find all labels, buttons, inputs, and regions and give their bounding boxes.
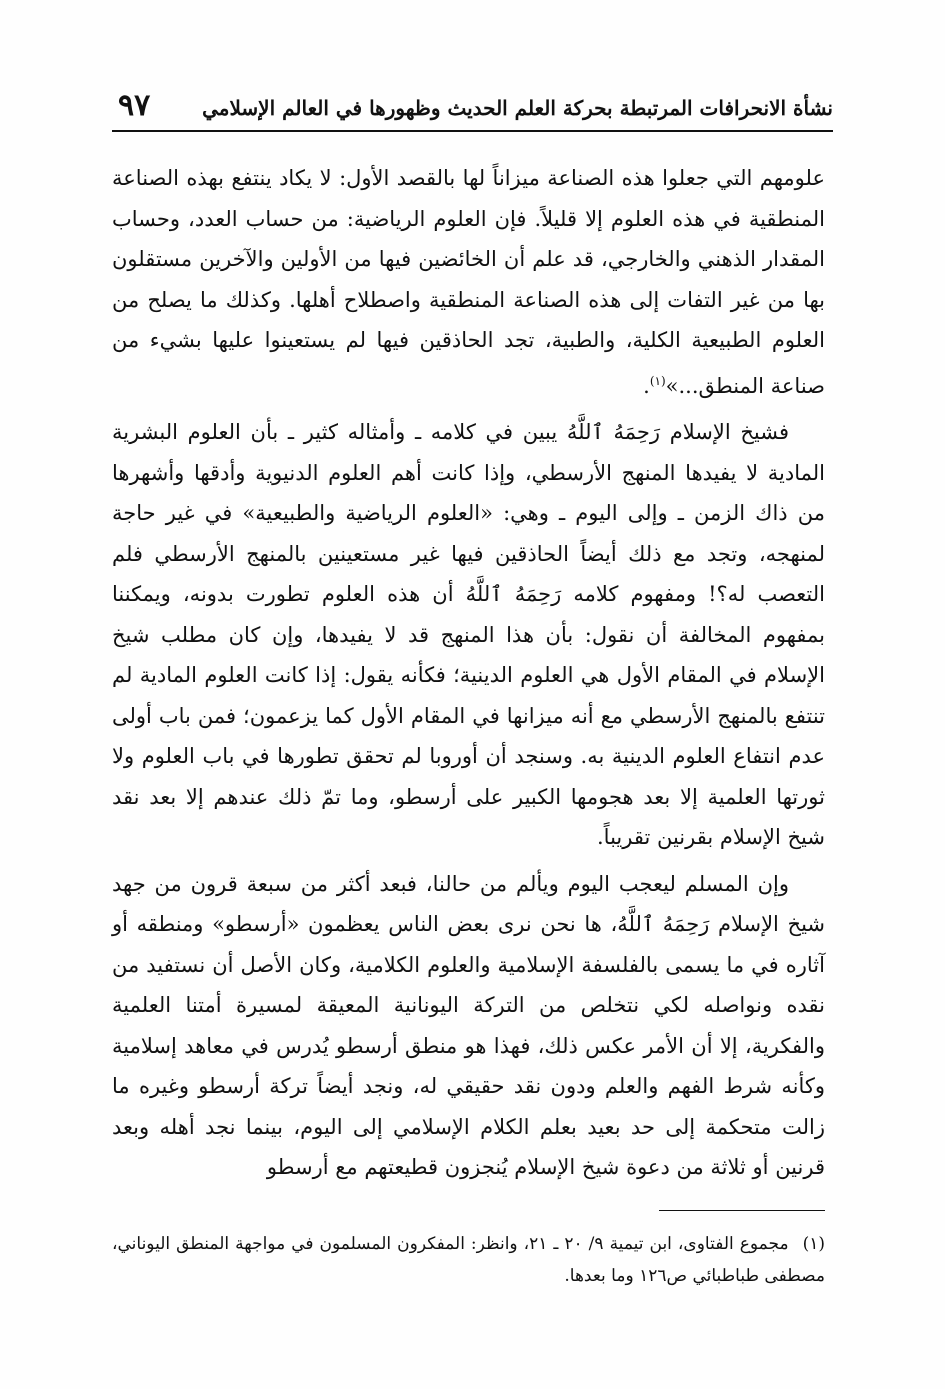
footnotes <box>112 1228 825 1292</box>
footnote-1 <box>112 1228 825 1292</box>
main-text <box>112 158 825 1194</box>
paragraph-2: فشيخ الإسلام رَحِمَهُ ٱللَّهُ يبين في كلامه ـ وأمثاله كثير ـ بأن العلوم البشرية المادية لا يفيدها المنهج الأرسطي، وإذا كانت أهم العلوم الدنيوية وأدقها وأشهرها من ذاك الزمن ـ وإلى اليوم ـ وهي: «العلوم الرياضية والطبيعية» في غير حاجة لمنهجه، وتجد مع ذلك أيضاً الحاذقين فيها غير مستعينين بالمنهج الأرسطي فلم التعصب له؟! ومفهوم كلامه رَحِمَهُ ٱللَّهُ أن هذه العلوم تطورت بدونه، ويمكننا بمفهوم المخالفة أن نقول: بأن هذا المنهج قد لا يفيدها، وإن كان مطلب شيخ الإسلام في المقام الأول هي العلوم الدينية؛ فكأنه يقول: إذا كانت العلوم المادية لم تنتفع بالمنهج الأرسطي مع أنه ميزانها في المقام الأول كما يزعمون؛ فمن باب أولى عدم انتفاع العلوم الدينية به. وسنجد أن أوروبا لم تحقق تطورها في باب العلوم ولا ثورتها العلمية إلا بعد هجومها الكبير على أرسطو، وما تمّ ذلك عندهم إلا بعد نقد شيخ الإسلام بقرنين تقريباً. <box>112 420 825 849</box>
footnote-number: (١) <box>802 1234 826 1254</box>
page-header <box>112 86 833 132</box>
footnote-marker: (١) <box>649 373 666 388</box>
paragraph-1-text: علومهم التي جعلوا هذه الصناعة ميزاناً لها بالقصد الأول: لا يكاد ينتفع بهذه الصناعة المنطقية في هذه العلوم إلا قليلاً. فإن العلوم الرياضية: من حساب العدد، وحساب المقدار الذهني والخارجي، قد علم أن الخائضين فيها من الأولين والآخرين مستقلون بها من غير التفات إلى هذه الصناعة المنطقية واصطلاح أهلها. وكذلك ما يصلح من العلوم الطبيعية الكلية، والطبية، تجد الحاذقين فيها لم يستعينوا عليها بشيء من صناعة المنطق...» <box>112 166 825 398</box>
paragraph-3: وإن المسلم ليعجب اليوم ويألم من حالنا، فبعد أكثر من سبعة قرون من جهد شيخ الإسلام رَحِمَهُ ٱللَّهُ، ها نحن نرى بعض الناس يعظمون «أرسطو» ومنطقه أو آثاره في ما يسمى بالفلسفة الإسلامية والعلوم الكلامية، وكان الأصل أن نستفيد من نقده ونواصله لكي نتخلص من التركة اليونانية المعيقة لمسيرة أمتنا العلمية والفكرية، إلا أن الأمر عكس ذلك، فهذا هو منطق أرسطو يُدرس في معاهد إسلامية وكأنه شرط الفهم والعلم ودون نقد حقيقي له، ونجد أيضاً تركة أرسطو وغيره ما زالت متحكمة إلى حد بعيد بعلم الكلام الإسلامي إلى اليوم، بينما نجد أهله وبعد قرنين أو ثلاثة من دعوة شيخ الإسلام يُنجزون قطيعتهم مع أرسطو <box>112 871 825 1179</box>
footnote-text: مجموع الفتاوى، ابن تيمية ٩/ ٢٠ ـ ٢١، وانظر: المفكرون المسلمون في مواجهة المنطق اليوناني، مصطفى طباطبائي ص١٢٦ وما بعدها. <box>112 1234 825 1286</box>
page-number: ٩٧ <box>118 88 151 123</box>
footnote-divider <box>659 1210 825 1211</box>
running-title: نشأة الانحرافات المرتبطة بحركة العلم الحديث وظهورها في العالم الإسلامي <box>202 96 833 120</box>
paragraph-1: علومهم التي جعلوا هذه الصناعة ميزاناً لها بالقصد الأول: لا يكاد ينتفع بهذه الصناعة المنطقية في هذه العلوم إلا قليلاً. فإن العلوم الرياضية: من حساب العدد، وحساب المقدار الذهني والخارجي، قد علم أن الخائضين فيها من الأولين والآخرين مستقلون بها من غير التفات إلى هذه الصناعة المنطقية واصطلاح أهلها. وكذلك ما يصلح من العلوم الطبيعية الكلية، والطبية، تجد الحاذقين فيها لم يستعينوا عليها بشيء من صناعة المنطق...»$^{(١)}$. <box>112 166 825 398</box>
